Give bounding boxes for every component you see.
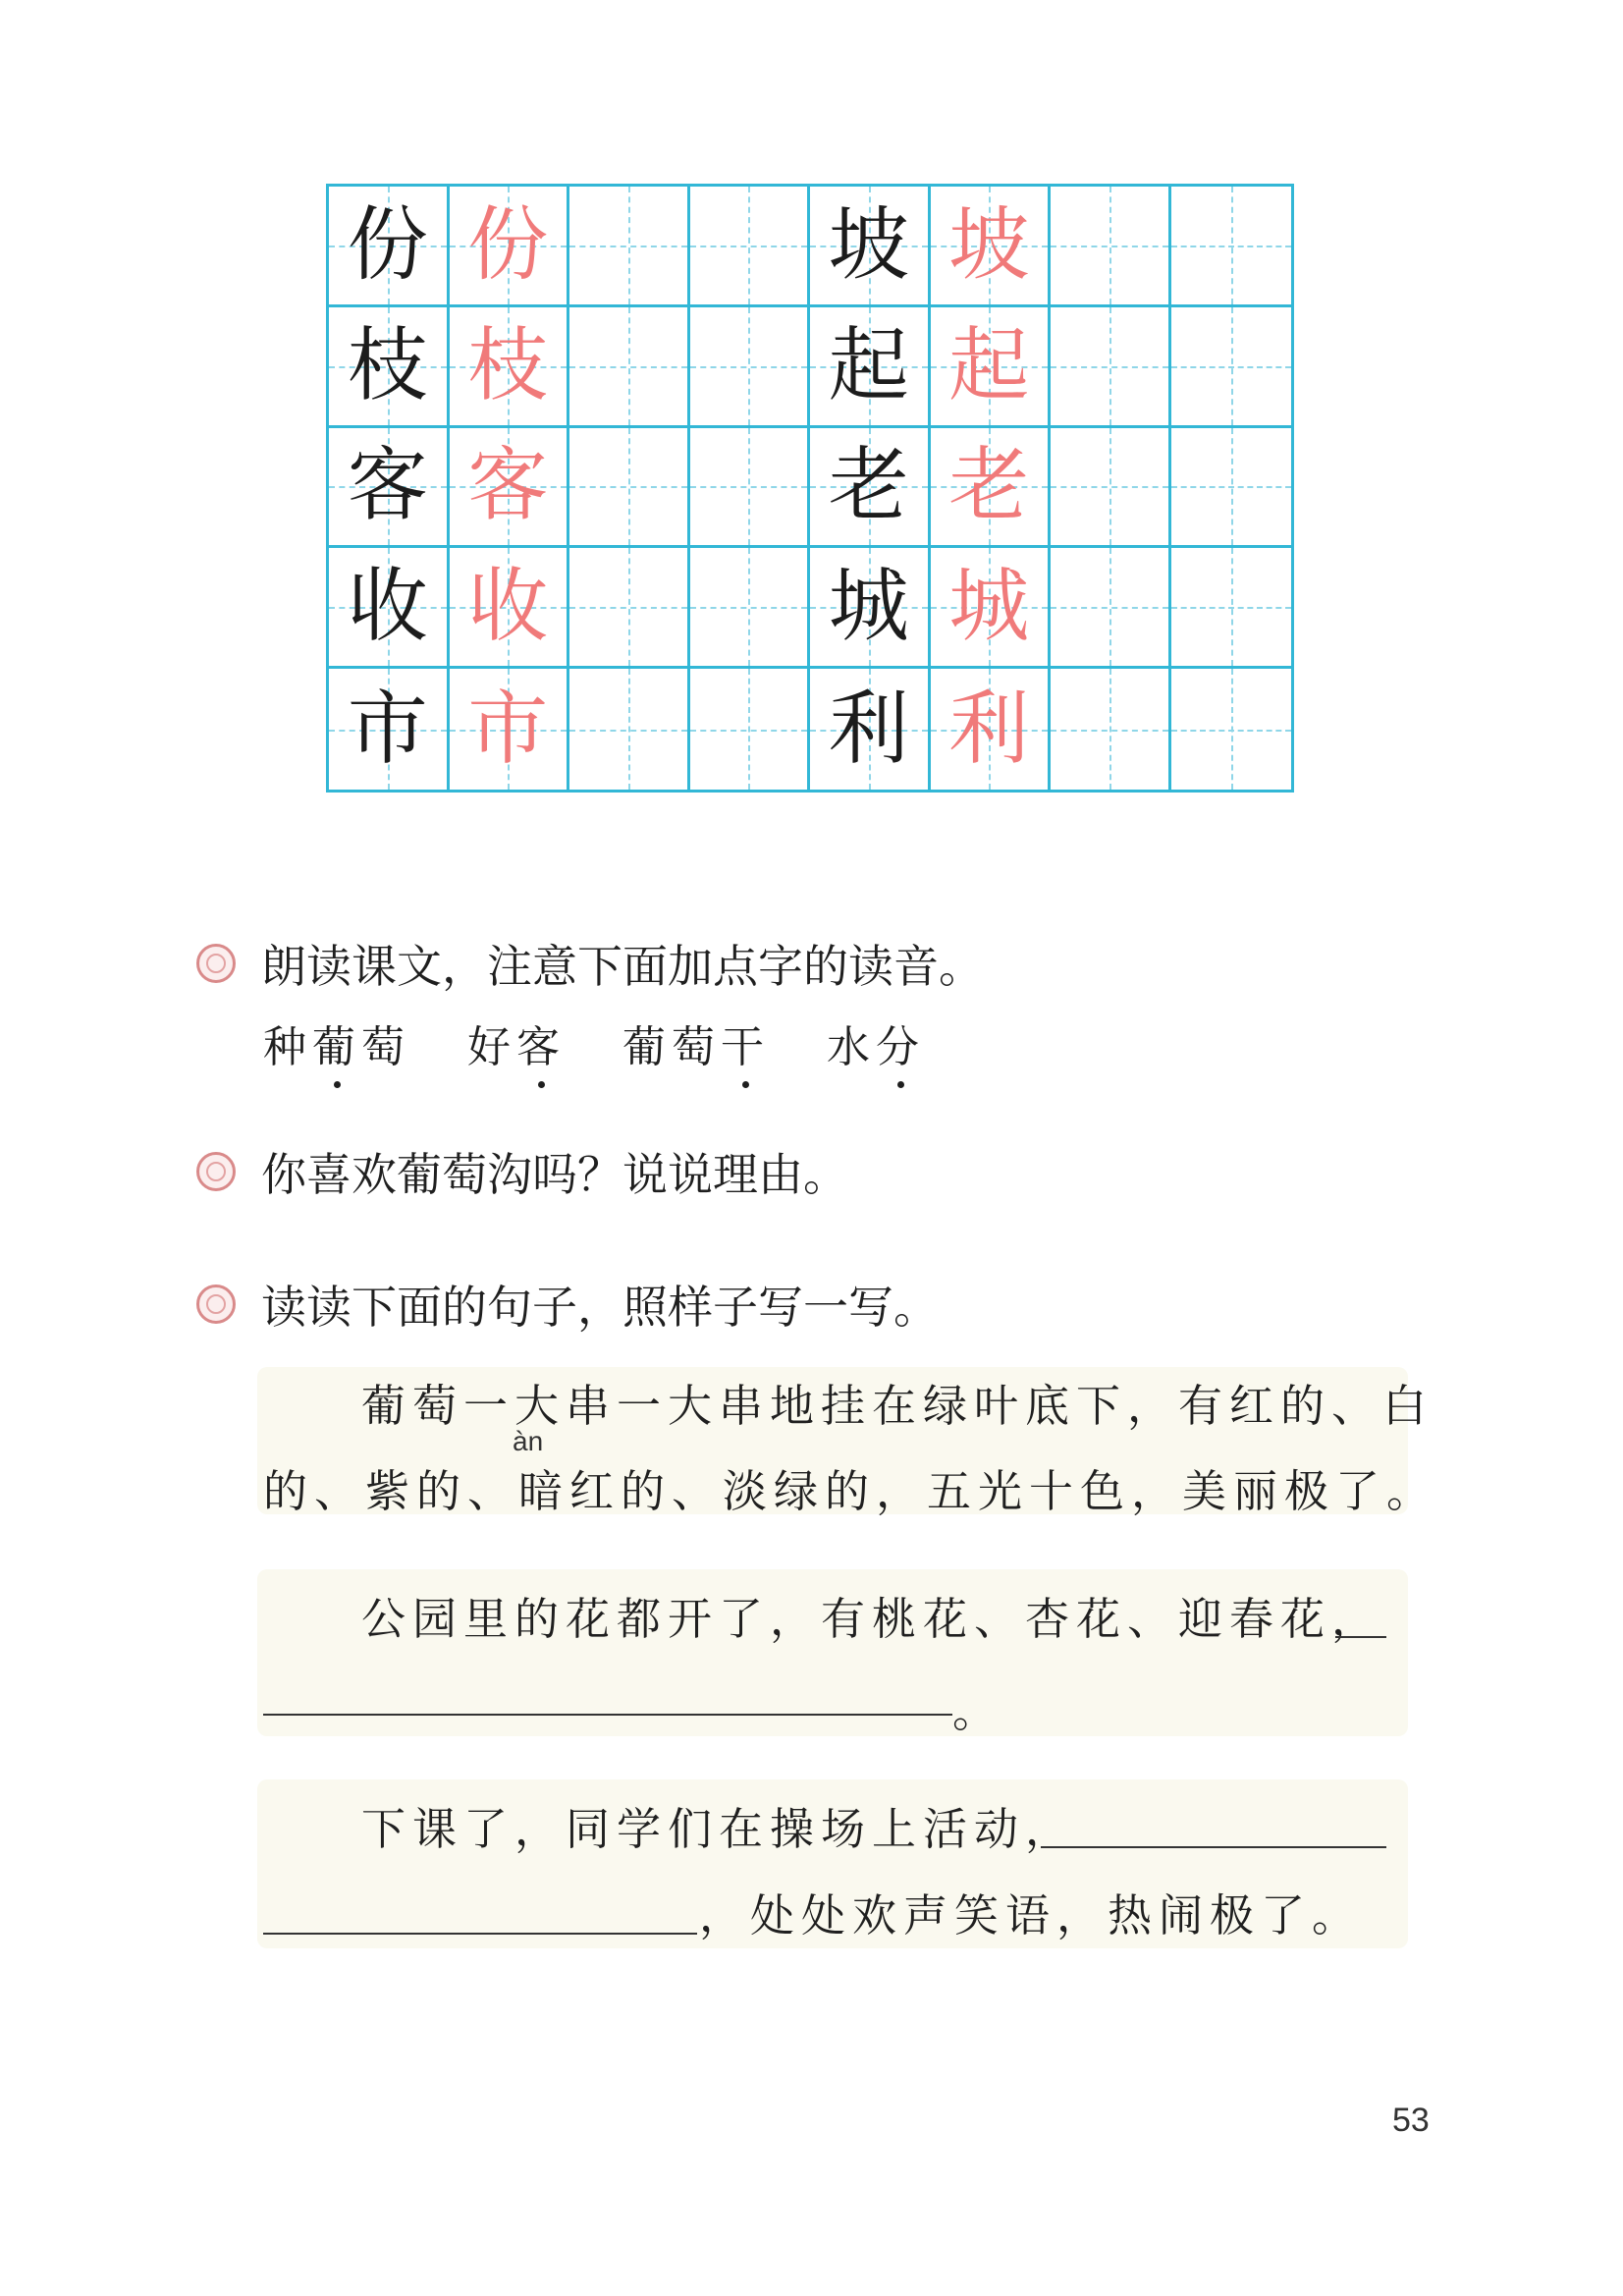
grid-cell-character	[450, 428, 570, 549]
dotted-character: 分	[876, 1011, 925, 1074]
grid-character: 城	[948, 560, 1030, 654]
pinyin-annotation: àn	[513, 1426, 544, 1456]
exercise-3	[196, 1272, 939, 1337]
grid-character: 利	[948, 682, 1030, 776]
grid-cell-character	[450, 307, 570, 428]
answer-blank[interactable]	[1041, 1846, 1386, 1848]
sentence-2-line-1: 公园里的花都开了，有桃花、杏花、迎春花，	[361, 1593, 1383, 1645]
grid-character: 客	[467, 439, 549, 533]
grid-cell-empty[interactable]	[569, 548, 690, 669]
grid-cell-empty[interactable]	[690, 307, 811, 428]
grid-cell-empty[interactable]	[1051, 187, 1171, 307]
grid-character: 老	[828, 439, 909, 533]
grid-cell-character	[931, 187, 1052, 307]
grid-cell-character	[810, 187, 931, 307]
grid-character: 收	[347, 560, 428, 654]
grid-cell-character	[450, 669, 570, 790]
grid-cell-empty[interactable]	[690, 187, 811, 307]
exercise-2-instruction: 你喜欢葡萄沟吗？说说理由。	[261, 1148, 848, 1201]
character-writing-grid	[326, 184, 1294, 793]
grid-cell-character	[810, 428, 931, 549]
grid-character: 收	[467, 560, 549, 654]
grid-character: 城	[828, 560, 909, 654]
grid-character: 枝	[467, 318, 549, 412]
exercise-1	[196, 931, 984, 996]
grid-character: 坡	[948, 197, 1030, 292]
grid-cell-empty[interactable]	[1051, 669, 1171, 790]
grid-cell-empty[interactable]	[1051, 548, 1171, 669]
example-sentence-line-1: 葡萄一大串一大串地挂在绿叶底下，有红的、白	[361, 1380, 1434, 1432]
grid-cell-empty[interactable]	[690, 548, 811, 669]
grid-cell-character	[810, 307, 931, 428]
word-item: 好客	[467, 1011, 566, 1074]
grid-character: 市	[467, 682, 549, 776]
grid-character: 利	[828, 682, 909, 776]
dotted-character: 客	[516, 1011, 566, 1074]
grid-cell-empty[interactable]	[569, 669, 690, 790]
exercise-2	[196, 1139, 848, 1204]
dotted-word-list	[263, 1011, 982, 1074]
word-item: 种葡萄	[263, 1011, 410, 1074]
grid-cell-empty[interactable]	[1171, 187, 1292, 307]
grid-cell-character	[931, 669, 1052, 790]
grid-cell-empty[interactable]	[690, 428, 811, 549]
grid-character: 起	[948, 318, 1030, 412]
grid-cell-empty[interactable]	[569, 307, 690, 428]
sentence-2-end: 。	[952, 1685, 1004, 1737]
grid-character: 市	[347, 682, 428, 776]
grid-cell-character	[329, 548, 450, 669]
answer-blank[interactable]	[1335, 1636, 1386, 1638]
exercise-bullet-icon	[196, 944, 236, 983]
grid-cell-character	[450, 548, 570, 669]
grid-cell-character	[329, 187, 450, 307]
grid-cell-empty[interactable]	[1051, 428, 1171, 549]
grid-cell-empty[interactable]	[1171, 428, 1292, 549]
grid-character: 份	[347, 197, 428, 292]
grid-character: 坡	[828, 197, 909, 292]
grid-character: 份	[467, 197, 549, 292]
exercise-1-instruction: 朗读课文，注意下面加点字的读音。	[261, 940, 984, 993]
grid-cell-character	[329, 669, 450, 790]
page-number: 53	[1392, 2102, 1430, 2139]
dotted-character: 干	[721, 1011, 770, 1074]
dotted-character: 葡	[312, 1011, 361, 1074]
answer-blank[interactable]	[263, 1714, 952, 1716]
grid-cell-character	[329, 428, 450, 549]
grid-cell-empty[interactable]	[1051, 307, 1171, 428]
grid-cell-character	[810, 669, 931, 790]
grid-cell-character	[931, 548, 1052, 669]
grid-character: 老	[948, 439, 1030, 533]
grid-character: 起	[828, 318, 909, 412]
exercise-bullet-icon	[196, 1152, 236, 1191]
word-item: 葡萄干	[622, 1011, 770, 1074]
grid-cell-empty[interactable]	[1171, 307, 1292, 428]
example-sentence-line-2: 的、紫的、暗红的、淡绿的，五光十色，美丽极了。	[263, 1465, 1438, 1517]
grid-cell-character	[329, 307, 450, 428]
grid-cell-character	[931, 307, 1052, 428]
grid-cell-character	[450, 187, 570, 307]
sentence-3-line-1: 下课了，同学们在操场上活动，	[361, 1803, 1077, 1855]
grid-cell-empty[interactable]	[569, 187, 690, 307]
grid-cell-empty[interactable]	[690, 669, 811, 790]
sentence-3-line-2: ，处处欢声笑语，热闹极了。	[699, 1889, 1364, 1941]
grid-character: 客	[347, 439, 428, 533]
grid-character: 枝	[347, 318, 428, 412]
grid-cell-empty[interactable]	[1171, 669, 1292, 790]
grid-cell-character	[810, 548, 931, 669]
grid-cell-character	[931, 428, 1052, 549]
grid-cell-empty[interactable]	[1171, 548, 1292, 669]
word-item: 水分	[827, 1011, 925, 1074]
answer-blank[interactable]	[263, 1933, 697, 1935]
exercise-3-instruction: 读读下面的句子，照样子写一写。	[261, 1281, 939, 1334]
grid-cell-empty[interactable]	[569, 428, 690, 549]
exercise-bullet-icon	[196, 1285, 236, 1324]
